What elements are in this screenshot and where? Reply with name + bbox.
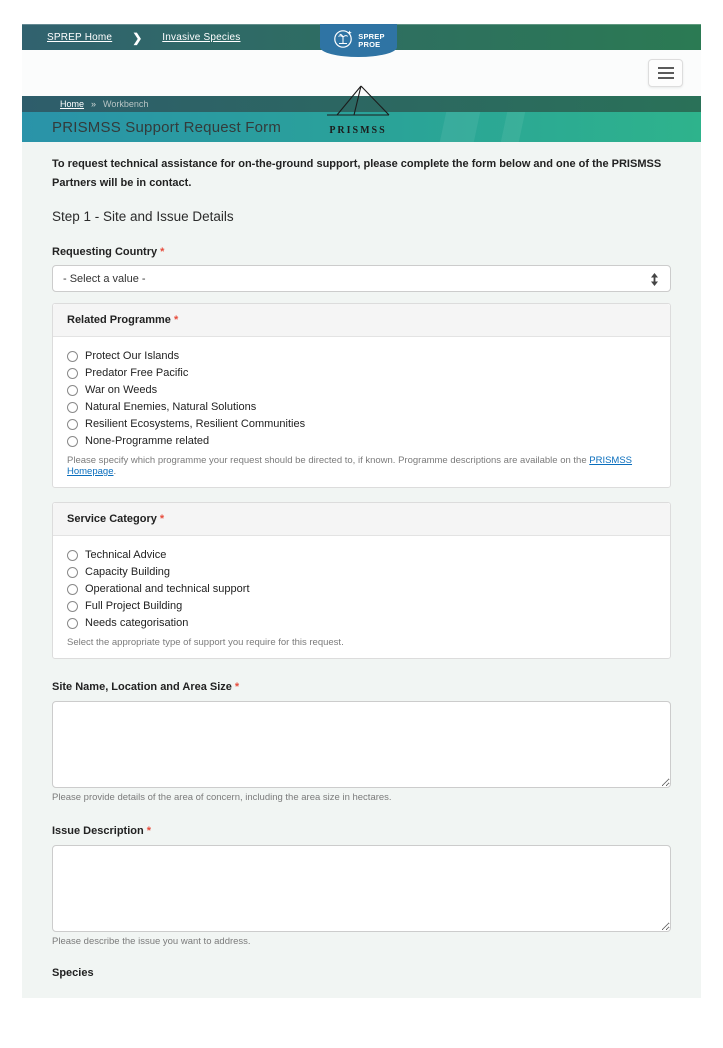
requesting-country-select[interactable] (52, 265, 671, 292)
site-name-help: Please provide details of the area of concern, including the area size in hectares. (52, 792, 392, 803)
related-programme-help: Please specify which programme your request should be directed to, if known. Programme descriptions are available on the PRISMSS Homepage. (67, 455, 633, 477)
select-updown-icon (650, 273, 659, 291)
breadcrumb-separator: » (91, 99, 97, 109)
radio-button-icon[interactable] (67, 385, 78, 396)
radio-option-none-programme[interactable]: None-Programme related (67, 435, 656, 447)
required-marker: * (234, 681, 240, 693)
breadcrumb-home-link[interactable]: Home (60, 99, 85, 109)
service-category-help: Select the appropriate type of support you require for this request. (67, 637, 344, 648)
site-name-textarea[interactable] (52, 701, 671, 788)
sprep-proe-logo[interactable] (320, 24, 397, 57)
related-programme-group (52, 303, 671, 488)
issue-description-help: Please describe the issue you want to address. (52, 936, 251, 947)
site-name-label: Site Name, Location and Area Size * (52, 681, 240, 693)
breadcrumb-current: Workbench (103, 99, 149, 109)
page-title: PRISMSS Support Request Form (52, 118, 282, 136)
service-category-legend: Service Category * (53, 503, 670, 536)
hamburger-icon (658, 67, 674, 69)
radio-option-war-on-weeds[interactable]: War on Weeds (67, 384, 656, 396)
sprep-emblem-icon (332, 27, 354, 54)
prismss-homepage-link[interactable]: PRISMSS Homepage (67, 455, 633, 477)
radio-option-natural-enemies[interactable]: Natural Enemies, Natural Solutions (67, 401, 656, 413)
radio-option-resilient-ecosystems[interactable]: Resilient Ecosystems, Resilient Communities (67, 418, 656, 430)
prismss-triangle-icon (325, 84, 391, 120)
radio-option-needs-categorisation[interactable]: Needs categorisation (67, 617, 656, 629)
radio-button-icon[interactable] (67, 368, 78, 379)
sprep-home-link[interactable]: SPREP Home (47, 32, 113, 43)
form-content (22, 142, 701, 998)
radio-button-icon[interactable] (67, 584, 78, 595)
radio-button-icon[interactable] (67, 436, 78, 447)
invasive-species-link[interactable]: Invasive Species (162, 32, 241, 43)
issue-description-textarea[interactable] (52, 845, 671, 932)
menu-toggle-button[interactable] (648, 59, 683, 87)
radio-button-icon[interactable] (67, 419, 78, 430)
sprep-logo-text: SPREP PROE (358, 31, 385, 49)
radio-option-full-project-building[interactable]: Full Project Building (67, 600, 656, 612)
required-marker: * (160, 246, 165, 258)
titlebar-watermark (440, 112, 480, 142)
radio-button-icon[interactable] (67, 567, 78, 578)
prismss-logo-text: PRISMSS (329, 125, 387, 136)
page-column (22, 24, 701, 998)
radio-option-operational-support[interactable]: Operational and technical support (67, 583, 656, 595)
step-heading: Step 1 - Site and Issue Details (52, 209, 234, 224)
intro-text: To request technical assistance for on-the-ground support, please complete the form below and one of the PRISMSS Partners will be in contact. (52, 158, 662, 189)
required-marker: * (173, 314, 179, 326)
radio-option-capacity-building[interactable]: Capacity Building (67, 566, 656, 578)
radio-option-predator-free-pacific[interactable]: Predator Free Pacific (67, 367, 656, 379)
related-programme-legend: Related Programme * (53, 304, 670, 337)
service-category-group (52, 502, 671, 659)
required-marker: * (159, 513, 165, 525)
required-marker: * (146, 825, 151, 837)
chevron-right-icon: ❯ (132, 30, 143, 45)
requesting-country-label: Requesting Country * (52, 246, 165, 258)
radio-button-icon[interactable] (67, 550, 78, 561)
radio-button-icon[interactable] (67, 351, 78, 362)
select-value: - Select a value - (63, 272, 146, 285)
radio-button-icon[interactable] (67, 618, 78, 629)
radio-button-icon[interactable] (67, 601, 78, 612)
issue-description-label: Issue Description * (52, 825, 151, 837)
prismss-logo (318, 84, 398, 136)
species-label: Species (52, 967, 94, 979)
radio-option-technical-advice[interactable]: Technical Advice (67, 549, 656, 561)
radio-option-protect-our-islands[interactable]: Protect Our Islands (67, 350, 656, 362)
radio-button-icon[interactable] (67, 402, 78, 413)
